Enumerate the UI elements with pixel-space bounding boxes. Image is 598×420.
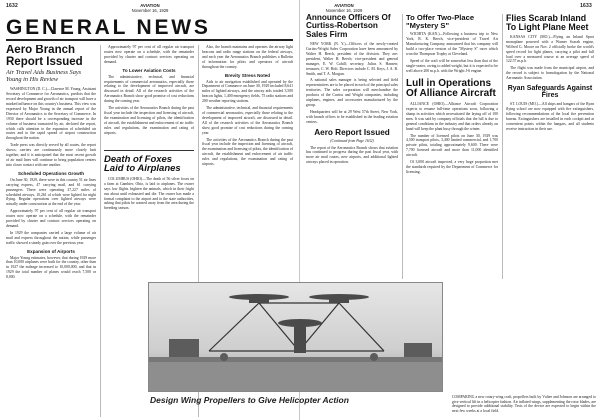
headline: Flies Scarab Inland To Light Plane Meet — [506, 14, 589, 32]
article-paragraph: Also, the branch maintains and operates the airway light beacons and radio range stations on the federal airways, and each year the Aeronautics Branch publishes a Bulletin of information for pilots and operators of aircraft throughout the country. — [202, 45, 293, 69]
subheadline: Air Travel Aids Business Says Young in His Review — [6, 69, 82, 84]
headline: Ryan Safeguards Against Fires — [507, 85, 593, 100]
running-head — [304, 3, 384, 13]
running-head-title: AVIATION — [140, 3, 160, 8]
column-4 — [306, 14, 398, 279]
section-heading: Brevity Stress Noted — [224, 72, 271, 78]
photo-helicopter-propeller — [148, 282, 443, 392]
page-number: 1633 — [580, 3, 592, 9]
article-paragraph: NEW YORK (N. Y.)—Officers of the newly-created Curtiss-Wright Sales Corporation have been announced by Walter H. Beech, president of the division. They are: president, Walter H. Beech; vice-president and general manager, E. W. Cahill; secretary, Julius S. Hansen; treasurer, C. W. Holt. Directors include C. M. Keys, J. A. B. Smith, and T. A. Morgan. — [306, 42, 398, 76]
section-heading: To Lower Aviation Costs — [122, 67, 176, 73]
article-paragraph: The administrative, technical, and financial requirements of commercial aeronautics, especially those relating to the development of improved aircraft, are discussed in detail. All of the research activities of the Aeronautics Branch show good promise of cost reductions during the coming year. — [202, 106, 293, 135]
column-3 — [202, 45, 293, 280]
article-paragraph: Headquarters will be at 29 West 57th Street, New York, with branch offices to be established in the leading aviation centers. — [306, 109, 398, 124]
article-paragraph: On June 30, 1929, there were in this country 51 air lines carrying express, 47 carrying mail, and 61 carrying passengers. There were operating 27,227 miles of scheduled airways, 10,261 of which were lighted for night flying. Regular operations over lighted airways were actually under construction at the end of the year. — [6, 177, 96, 207]
section-heading: Scheduled Operations Growth — [17, 170, 85, 176]
photo-caption-text: COMPARING a new rotary-wing craft, propellers built by Vultee and Johnson are arranged to give vertical lift in a helicopter fashion. Air inflated wings, supplementing the rotor blades, are designed to provide additional stability. Tests of the device are expected to begin within the next few weeks at a local field. — [452, 395, 596, 413]
article-paragraph: The number of licensed pilots on June 30, 1929 was 4,500 transport pilots, 3,400 limited commercial, and 1,700 private pilots, totaling approximately 9,600. There were 7,700 licensed aircraft and more than 11,000 identified aircraft. — [406, 133, 498, 158]
article-paragraph: Approximately 97 per cent of all regular air transport routes now operate on a schedule, with the remainder provided by charter and contract services operating on demand. — [104, 45, 194, 64]
article-paragraph: KANSAS CITY (MO.)—Flying an Inland Sport monoplane powered with a Warner Scarab engine, Wilfred G. Moore on Nov. 2 officially broke the world's speed record for light planes, carrying a pilot and full load over a measured course at an average speed of 122.57 m.p.h. — [506, 34, 594, 64]
article-paragraph: Approximately 97 per cent of all regular air transport routes now operate on a schedule, with the remainder provided by charter and contract services operating on demand. — [6, 209, 96, 228]
headline: Aero Report Issued — [314, 127, 390, 137]
continued-note: (Continued from Page 1632) — [330, 138, 374, 143]
column-rule — [502, 14, 503, 279]
running-head-date: November 16, 1929 — [131, 8, 169, 13]
article-paragraph: Speed of the craft will be somewhat less than that of the single-seater, owing to added weight, but it is expected to be well above 200 m.p.h. with the Wright J-6 engine. — [406, 59, 498, 73]
page-number: 1632 — [6, 3, 18, 9]
column-5 — [406, 14, 498, 279]
article-paragraph: A national sales manager is being selected and field representatives are to be placed in each of the principal sales territories. The sales corporation will merchandise the products of the Curtiss and Wright companies, including airplanes, engines, and accessories manufactured by the group. — [306, 78, 398, 107]
photo-caption-title: Design Wing Propellers to Give Helicopter Action — [150, 395, 349, 405]
article-paragraph: Of 3,000 aircraft inspected, a very large proportion met the standards required by the Department of Commerce for licensing. — [406, 160, 498, 174]
headline: Death of Foxes Laid to Airplanes — [104, 153, 181, 175]
section-heading: Expansion of Airports — [27, 248, 75, 254]
section-rule — [6, 39, 293, 41]
column-rule — [402, 14, 403, 279]
headline: Announce Officers Of Curtiss-Robertson Sales Firm — [306, 14, 391, 39]
headline: To Offer Two-Place "Mystery S" — [406, 14, 475, 30]
article-paragraph: Major Young estimates, however, that during 1929 more than 10,000 airplanes were built for the country, other than in 1927 the mileage increased to 10,000,000, and that in 1929 the total number of planes would reach 7,500 or 8,000. — [6, 255, 96, 280]
headline: Lull in Operations Of Alliance Aircraft — [406, 77, 496, 99]
article-paragraph: ALLIANCE (OHIO)—Alliance Aircraft Corporation expects to resume full-time operations soon, following a slump in activities which necessitated the laying off of 100 men. It was said by company officials that the lull is due to general conditions in the industry and that orders already on hand will keep the plant busy through the winter. — [406, 102, 498, 131]
article-paragraph: The administrative, technical, and financial requirements of commercial aeronautics, especially those relating to the development of improved aircraft, are discussed in detail. All of the research activities of the Aeronautics Branch show good promise of cost reductions during the coming year. — [104, 74, 194, 104]
running-head-title: AVIATION — [334, 3, 354, 8]
column-rule — [100, 45, 101, 417]
article-paragraph: The report of the Aeronautics Branch shows that aviation has continued to progress during the past fiscal year, with more air mail routes, new airports, and additional lighted airways placed in operation. — [306, 145, 398, 165]
column-6 — [506, 14, 594, 279]
article-paragraph: The activities of the Aeronautics Branch during the past fiscal year include the inspection and licensing of aircraft, the examination and licensing of pilots, the identification of aircraft, the establishment and enforcement of air traffic rules and regulations, the examination and rating of airports. — [202, 137, 293, 167]
running-head-date: November 16, 1929 — [325, 8, 363, 13]
article-paragraph: In 1929 the companies carried a large volume of air mail and express throughout the nation, while passenger traffic showed a steady gain over the previous year. — [6, 230, 96, 245]
article-paragraph: WASHINGTON (D. C.)—Clarence M. Young, Assistant Secretary of Commerce for Aeronautics, predicts that the record development and growth of air transport will have a marked influence on this country's business. This view was expressed by Major Young in the annual report of the Director of Aeronautics to the Secretary of Commerce. In 1930 there should be a corresponding increase in the volume of business transacted by air, declared the report, which calls attention to the expansion of scheduled air routes and to the rapid spread of airport construction throughout the nation. — [6, 87, 96, 141]
boxed-article — [104, 150, 194, 212]
section-title: GENERAL NEWS — [6, 16, 211, 39]
article-paragraph: WICHITA (KAN.)—Following a business trip to New York, R. K. Beech, vice-president of Travel Air Manufacturing Company, announced that his company will build a two-place version of the "Mystery S" racer which won the Thompson Trophy at Cleveland. — [406, 32, 498, 57]
column-1 — [6, 45, 96, 417]
photo-image — [149, 283, 443, 392]
running-head — [110, 3, 190, 13]
article-paragraph: ST. LOUIS (MO.)—All ships and hangars of the Ryan flying school are now equipped with fire extinguishers, following recommendations of the local fire prevention bureau. Extinguishers are installed in each cockpit and at convenient points within the hangars, and all students receive instruction in their use. — [506, 102, 594, 131]
article-paragraph: The flight was made from the municipal airport, and the record is subject to homologation by the National Aeronautic Association. — [506, 66, 594, 81]
article-paragraph: Aids to air navigation established and operated by the Department of Commerce on June 30, 1929 included 8,641 miles of lighted airways, and the airway aids totaled 3,500 beacon lights, 1,400 emergency fields, 75 radio stations and 200 weather reporting stations. — [202, 79, 293, 104]
article-paragraph: Trade press was directly served by all routes, the report shows; carriers are continuously more closely knit together, and it is anticipated that the most recent growth of air mail lines will continue to bring population centers into closer contact with one another. — [6, 143, 96, 167]
headline: Aero Branch Report Issued — [6, 45, 83, 68]
article-paragraph: COLUMBUS (OHIO)—The death of 56 silver foxes on a farm at Gambier, Ohio, is laid to airplanes. The owner says low flights frighten the animals, which in their fright run about until exhausted and die. The owner has made a formal complaint to the airport and to the state authorities, asking that pilots be warned away from the area during the breeding season. — [104, 176, 194, 211]
article-paragraph: The activities of the Aeronautics Branch during the past fiscal year include the inspection and licensing of aircraft, the examination and licensing of pilots, the identification of aircraft, the establishment and enforcement of air traffic rules and regulations, the examination and rating of airports. — [104, 106, 194, 135]
